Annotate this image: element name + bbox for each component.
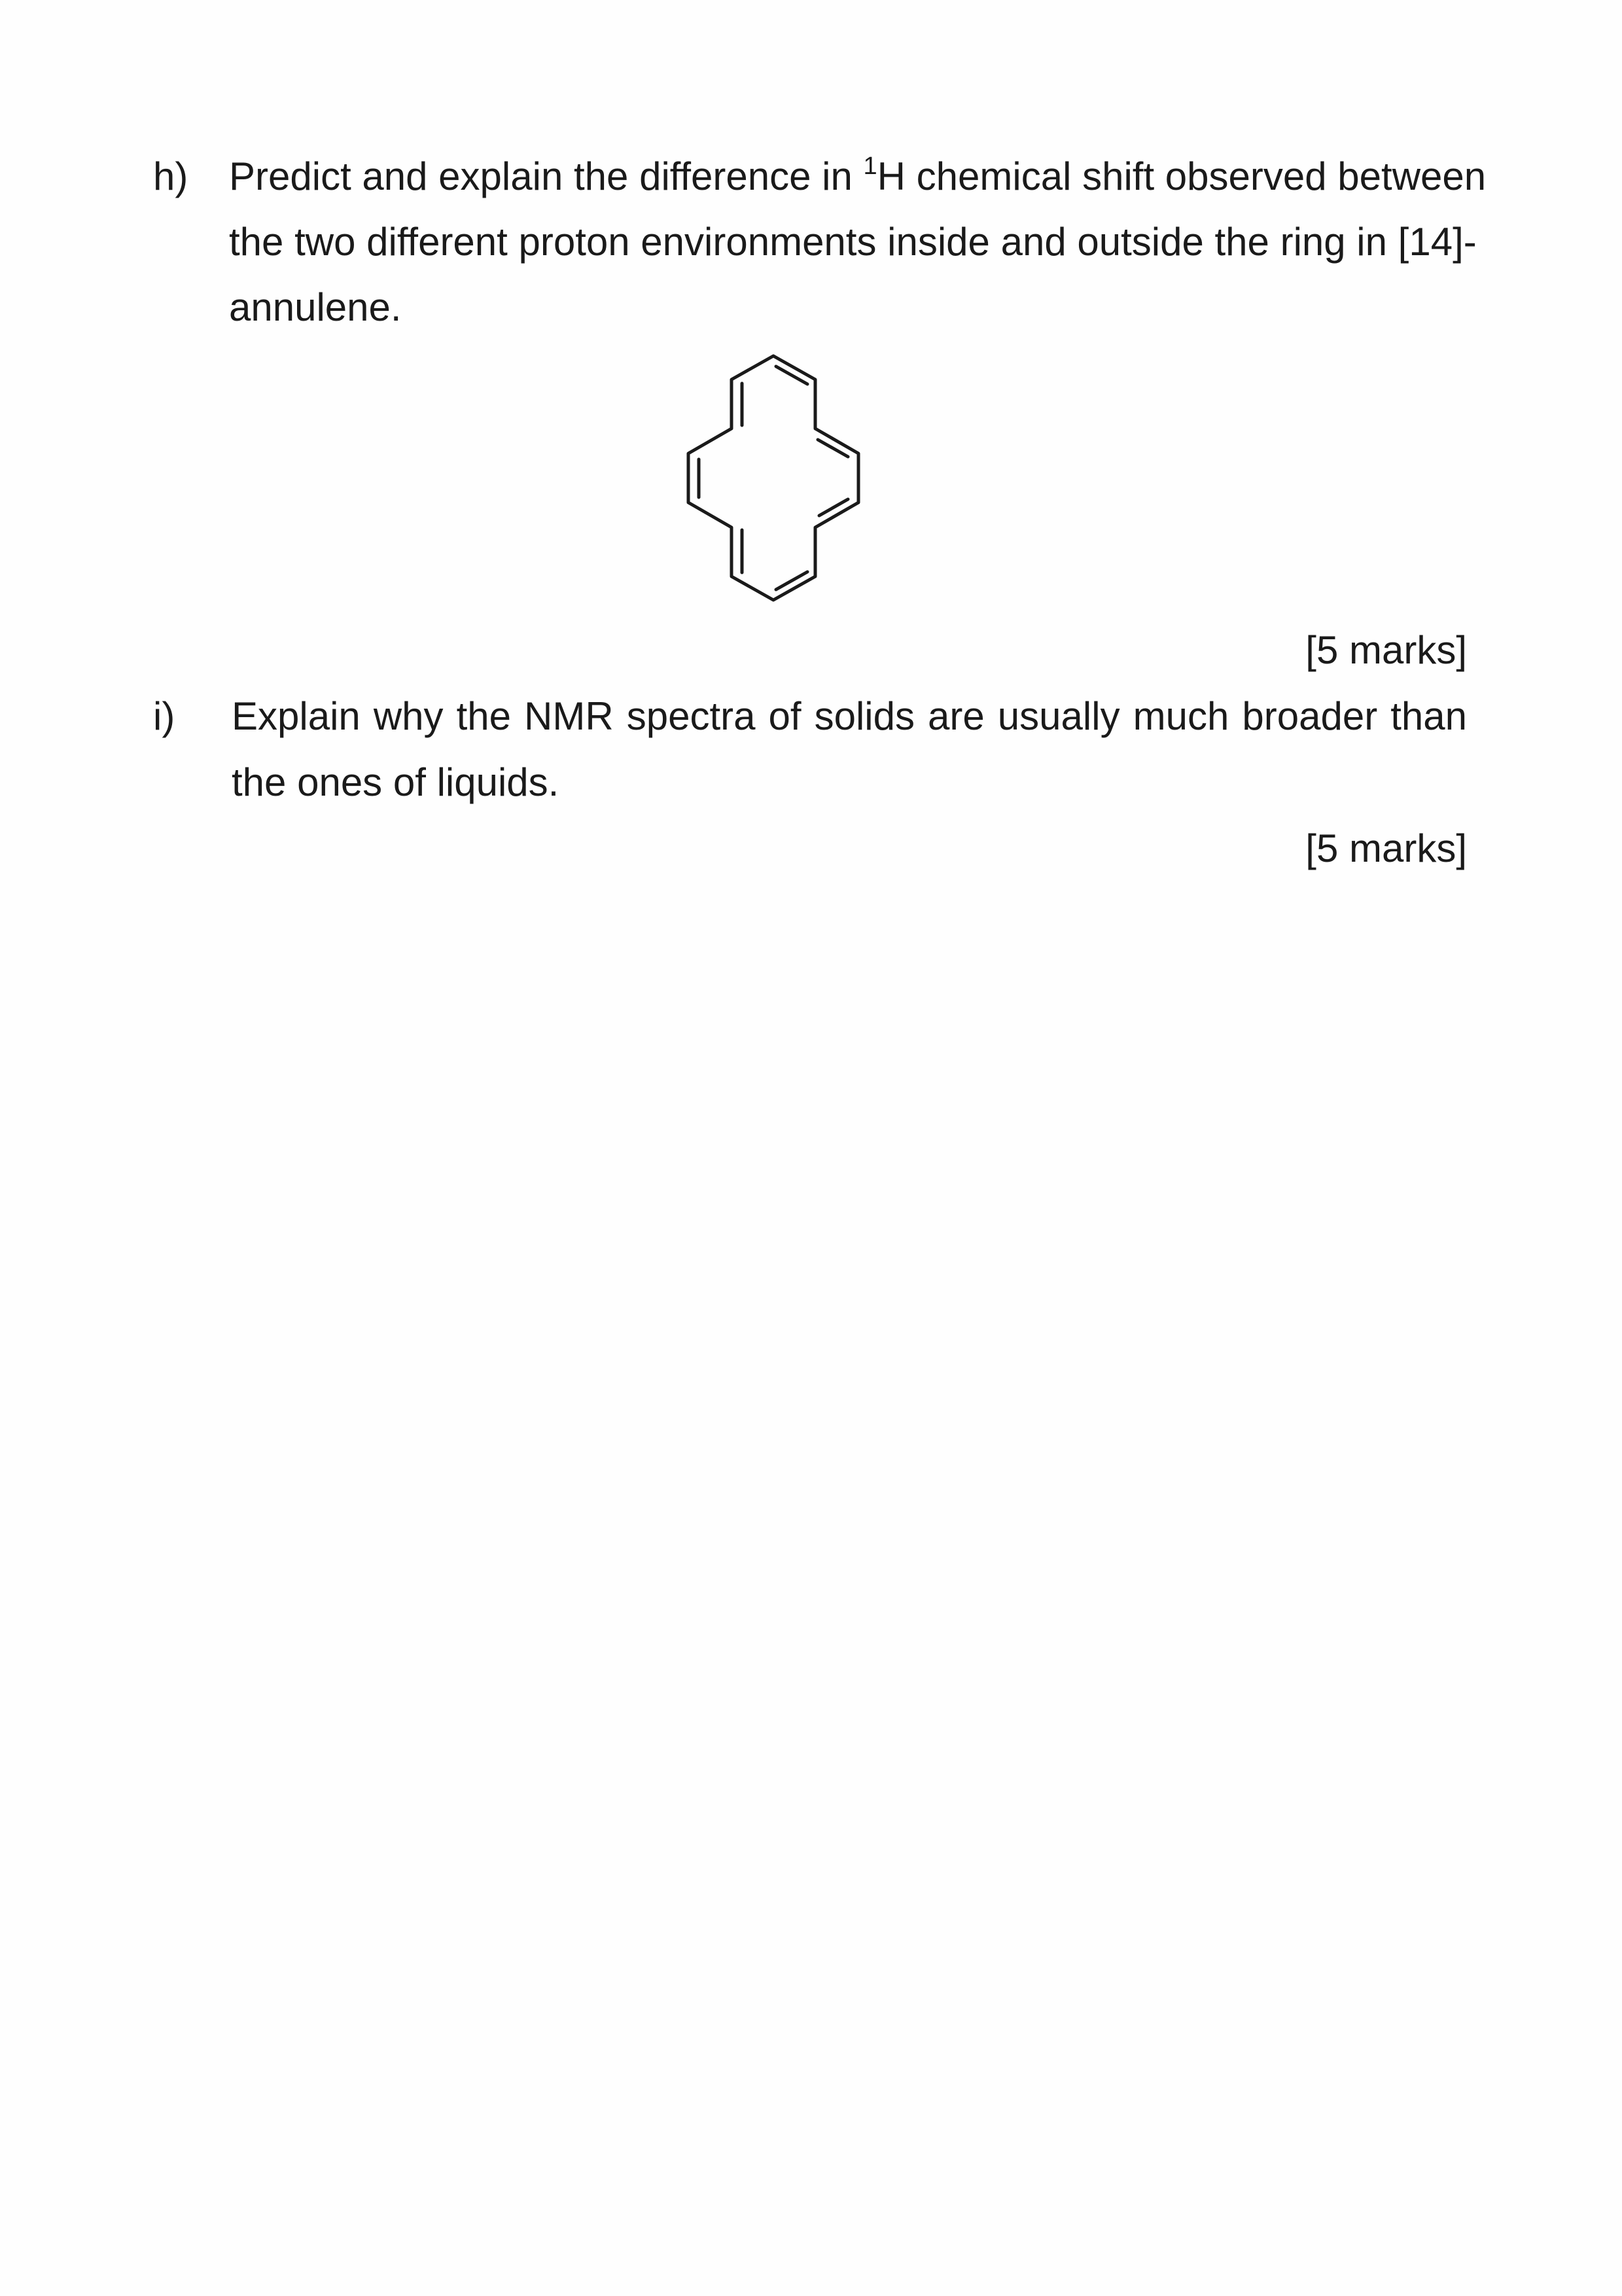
- question-i-line-2: the ones of liquids.: [232, 760, 559, 804]
- isotope-superscript: 1: [863, 152, 877, 180]
- question-i-line-1: Explain why the NMR spectra of solids are usually much broader than: [232, 694, 1467, 738]
- double-bond-bottom-right: [776, 572, 807, 590]
- question-h-line-1-end: H chemical shift observed between: [877, 154, 1487, 198]
- double-bond-right-lower: [819, 499, 848, 516]
- double-bond-top-right: [776, 366, 807, 384]
- question-h-line-3: annulene.: [229, 285, 402, 329]
- question-h-line-1: [229, 152, 1487, 200]
- question-h-line-2: the two different proton environments inside and outside the ring in [14]-: [229, 220, 1477, 264]
- ring-bond-outline: [688, 356, 858, 600]
- question-h-line-1-start: Predict and explain the difference in: [229, 154, 864, 198]
- question-h-marks: [5 marks]: [1305, 628, 1467, 672]
- question-h-label: h): [153, 154, 188, 198]
- annulene-structure-diagram: [674, 340, 870, 615]
- question-i-marks: [5 marks]: [1305, 826, 1467, 870]
- double-bond-right-upper: [818, 440, 848, 457]
- question-i-label: i): [153, 694, 175, 738]
